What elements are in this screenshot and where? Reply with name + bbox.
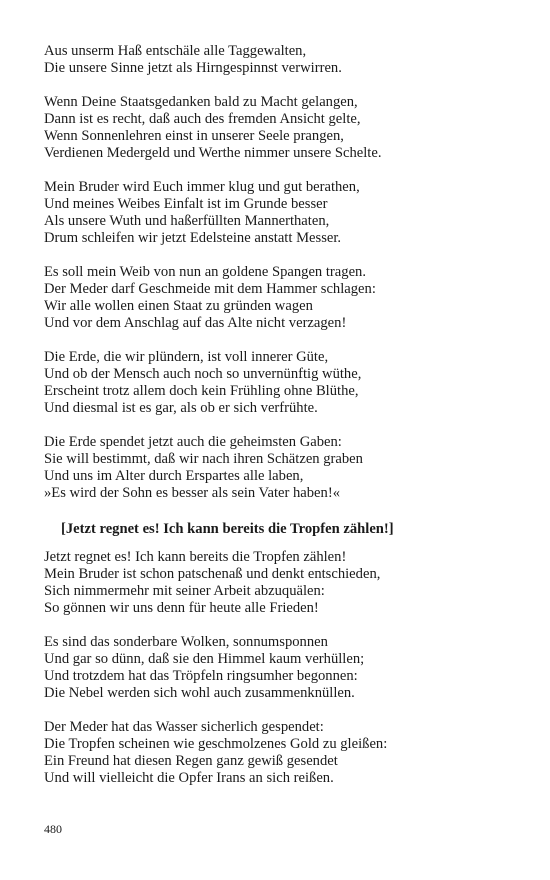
poem-line: Wenn Sonnenlehren einst in unserer Seele prangen, [44,128,344,144]
poem-line: Und uns im Alter durch Erspartes alle laben, [44,468,304,484]
stanza [44,719,514,787]
stanza [44,264,514,332]
stanza [44,434,514,502]
poem-line: Und ob der Mensch auch noch so unvernünftig wüthe, [44,366,362,382]
poem-line: Die unsere Sinne jetzt als Hirngespinnst verwirren. [44,60,342,76]
poem-line: Die Erde, die wir plündern, ist voll innerer Güte, [44,349,329,365]
poem-line: Dann ist es recht, daß auch des fremden Ansicht gelte, [44,111,361,127]
poem-line: Mein Bruder ist schon patschenaß und denkt entschieden, [44,566,381,582]
stanza [44,43,514,77]
page-text [44,43,514,804]
poem-heading: [Jetzt regnet es! Ich kann bereits die Tropfen zählen!] [61,521,394,537]
poem-line: So gönnen wir uns denn für heute alle Frieden! [44,600,319,616]
poem-line: Die Erde spendet jetzt auch die geheimsten Gaben: [44,434,342,450]
poem-line: Der Meder hat das Wasser sicherlich gespendet: [44,719,324,735]
poem-line: Mein Bruder wird Euch immer klug und gut berathen, [44,179,360,195]
poem-line: Und gar so dünn, daß sie den Himmel kaum verhüllen; [44,651,365,667]
poem-line: Und meines Weibes Einfalt ist im Grunde besser [44,196,328,212]
poem-line: Jetzt regnet es! Ich kann bereits die Tropfen zählen! [44,549,347,565]
poem-line: Es sind das sonderbare Wolken, sonnumsponnen [44,634,328,650]
stanza [44,634,514,702]
poem-line: Wenn Deine Staatsgedanken bald zu Macht gelangen, [44,94,358,110]
poem-line: Erscheint trotz allem doch kein Frühling ohne Blüthe, [44,383,359,399]
poem-line: Und will vielleicht die Opfer Irans an sich reißen. [44,770,334,786]
poem-line: Die Tropfen scheinen wie geschmolzenes Gold zu gleißen: [44,736,388,752]
poem-line: Sich nimmermehr mit seiner Arbeit abzuquälen: [44,583,325,599]
poem-line: Drum schleifen wir jetzt Edelsteine anstatt Messer. [44,230,342,246]
poem-line: Die Nebel werden sich wohl auch zusammenknüllen. [44,685,355,701]
poem-line: Der Meder darf Geschmeide mit dem Hammer schlagen: [44,281,376,297]
stanza [44,549,514,617]
poem-line: Wir alle wollen einen Staat zu gründen wagen [44,298,313,314]
stanza [44,179,514,247]
stanza [44,94,514,162]
stanza [44,349,514,417]
poem-line: Es soll mein Weib von nun an goldene Spangen tragen. [44,264,366,280]
poem-line: »Es wird der Sohn es besser als sein Vater haben!« [44,485,340,501]
poem-line: Als unsere Wuth und haßerfüllten Mannerthaten, [44,213,330,229]
poem-line: Ein Freund hat diesen Regen ganz gewiß gesendet [44,753,338,769]
poem-line: Sie will bestimmt, daß wir nach ihren Schätzen graben [44,451,363,467]
poem-line: Verdienen Medergeld und Werthe nimmer unsere Schelte. [44,145,382,161]
poem-line: Und vor dem Anschlag auf das Alte nicht verzagen! [44,315,347,331]
poem-line: Und trotzdem hat das Tröpfeln ringsumher begonnen: [44,668,358,684]
poem-line: Aus unserm Haß entschäle alle Taggewalten, [44,43,307,59]
page-number: 480 [44,822,62,836]
poem-line: Und diesmal ist es gar, als ob er sich verfrühte. [44,400,318,416]
